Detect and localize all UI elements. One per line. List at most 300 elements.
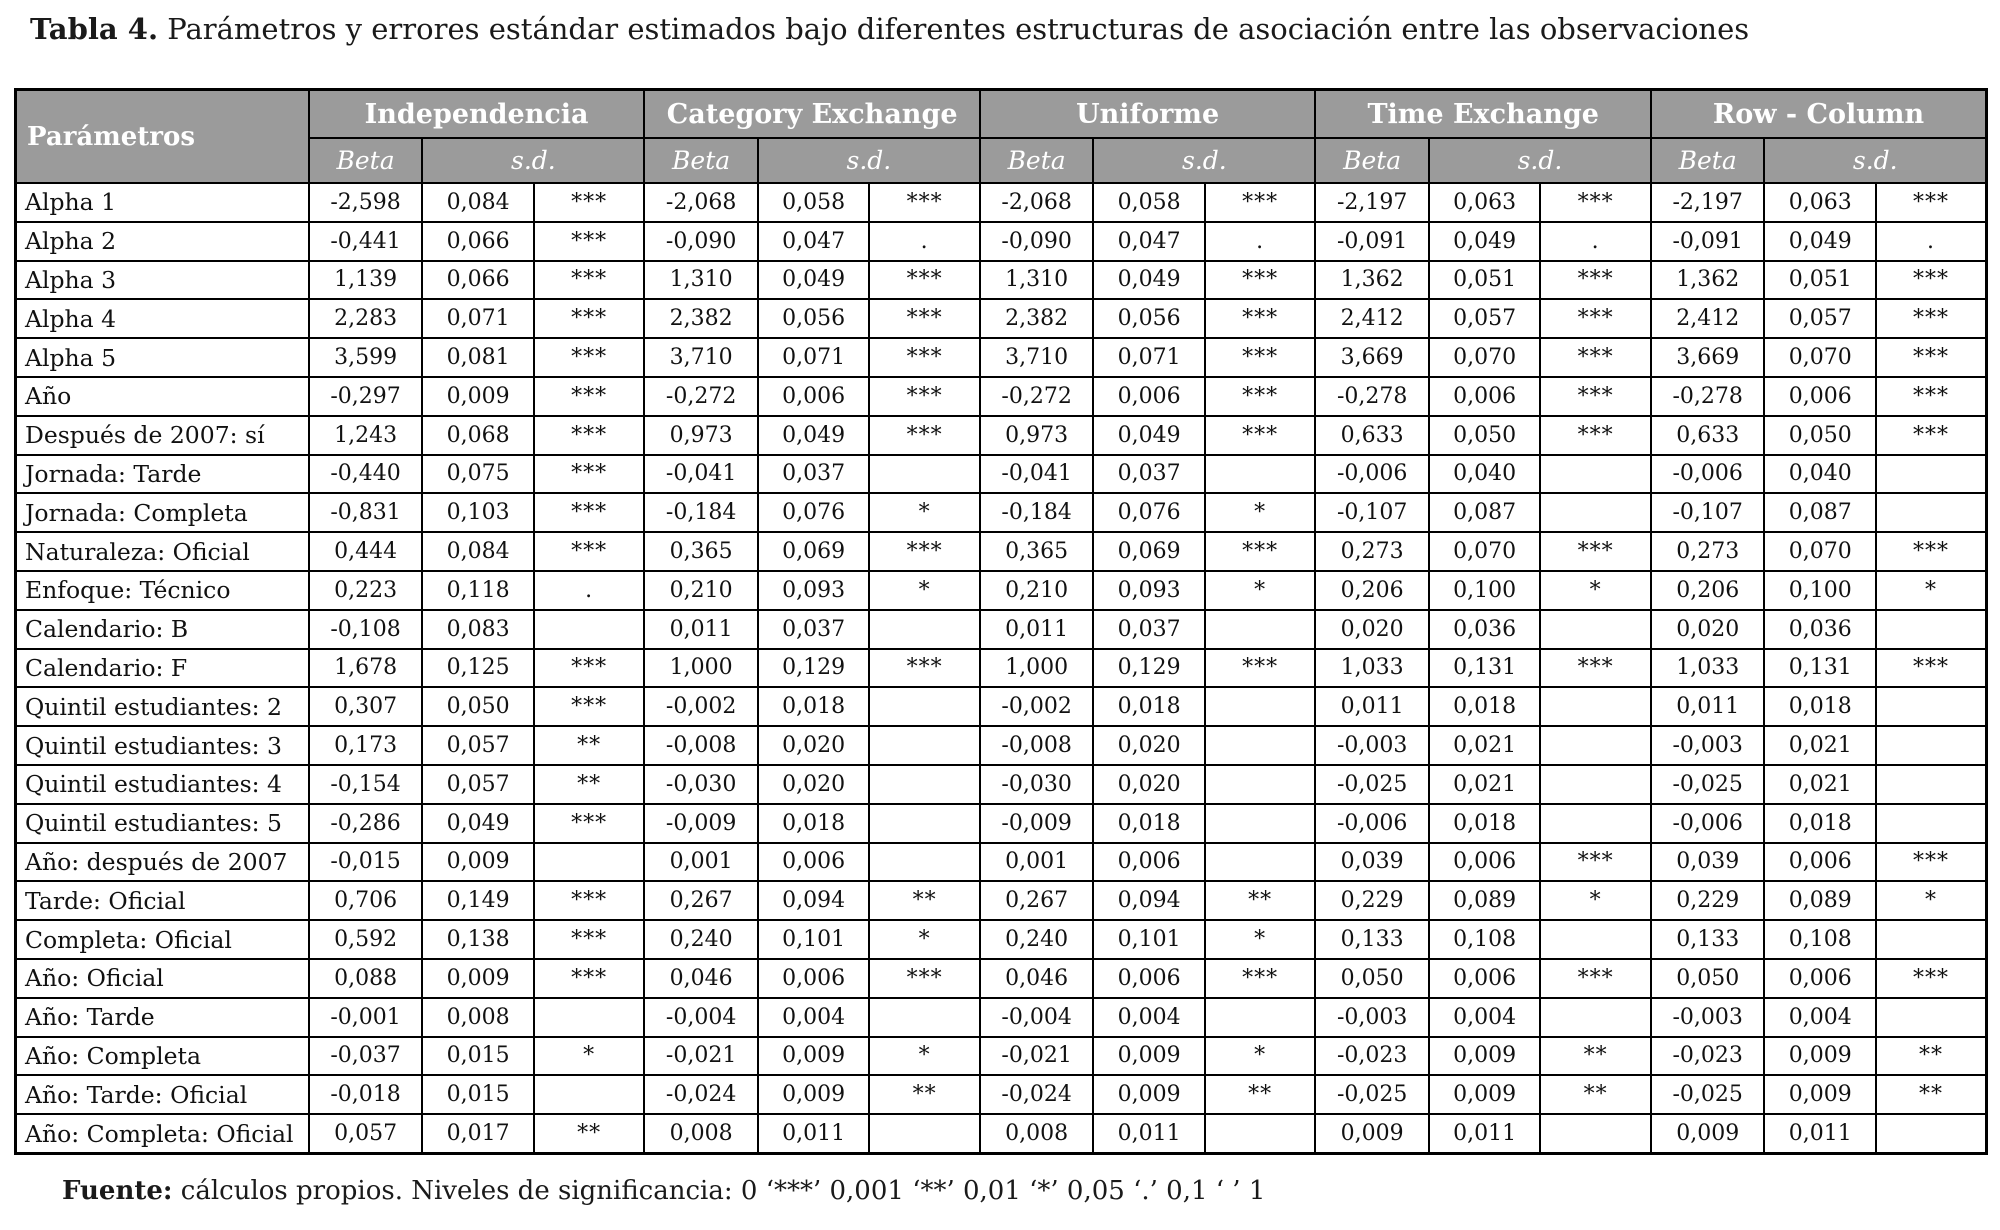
sig-cell: ***	[1540, 183, 1651, 222]
beta-cell: -0,008	[644, 726, 758, 765]
sd-cell: 0,108	[1429, 920, 1541, 959]
beta-cell: 0,039	[1651, 843, 1765, 882]
beta-cell: -0,002	[644, 687, 758, 726]
sd-cell: 0,084	[422, 183, 534, 222]
beta-cell: -0,184	[980, 493, 1094, 532]
sd-cell: 0,050	[1429, 416, 1541, 455]
sd-cell: 0,069	[758, 532, 870, 571]
sig-cell: *	[869, 920, 980, 959]
table-row	[16, 1075, 1987, 1114]
param-cell: Alpha 5	[16, 338, 309, 377]
sig-cell	[1876, 455, 1987, 494]
column-group-row-column: Row - Column	[1651, 90, 1987, 139]
sig-cell: **	[869, 881, 980, 920]
beta-cell: -0,006	[1315, 804, 1429, 843]
column-header-parametros: Parámetros	[16, 90, 309, 184]
sig-cell: .	[869, 222, 980, 261]
beta-cell: 1,243	[309, 416, 423, 455]
sig-cell: ***	[1205, 338, 1316, 377]
param-cell: Año: Completa: Oficial	[16, 1114, 309, 1153]
sig-cell: ***	[1205, 183, 1316, 222]
sig-cell: *	[869, 493, 980, 532]
beta-cell: 0,210	[980, 571, 1094, 610]
sd-cell: 0,009	[1764, 1075, 1876, 1114]
beta-cell: 3,669	[1315, 338, 1429, 377]
beta-cell: 2,412	[1651, 299, 1765, 338]
param-cell: Alpha 1	[16, 183, 309, 222]
sig-cell	[1205, 726, 1316, 765]
beta-cell: 3,710	[980, 338, 1094, 377]
beta-cell: 0,009	[1651, 1114, 1765, 1153]
subheader-sd: s.d.	[758, 138, 980, 183]
sig-cell: ***	[869, 377, 980, 416]
sig-cell: ***	[534, 455, 645, 494]
beta-cell: 0,210	[644, 571, 758, 610]
sig-cell	[1205, 998, 1316, 1037]
beta-cell: 0,020	[1315, 610, 1429, 649]
sd-cell: 0,063	[1764, 183, 1876, 222]
column-group-time-exchange: Time Exchange	[1315, 90, 1651, 139]
beta-cell: -0,108	[309, 610, 423, 649]
sd-cell: 0,017	[422, 1114, 534, 1153]
sd-cell: 0,131	[1764, 649, 1876, 688]
beta-cell: 0,001	[980, 843, 1094, 882]
beta-cell: -0,831	[309, 493, 423, 532]
sd-cell: 0,076	[1093, 493, 1205, 532]
sig-cell: ***	[534, 261, 645, 300]
beta-cell: 0,229	[1651, 881, 1765, 920]
sd-cell: 0,015	[422, 1075, 534, 1114]
sd-cell: 0,006	[1429, 377, 1541, 416]
sig-cell: ***	[1876, 532, 1987, 571]
param-cell: Quintil estudiantes: 4	[16, 765, 309, 804]
table-row	[16, 261, 1987, 300]
sd-cell: 0,006	[1093, 959, 1205, 998]
sig-cell	[1876, 998, 1987, 1037]
sd-cell: 0,006	[1764, 377, 1876, 416]
param-cell: Jornada: Completa	[16, 493, 309, 532]
sd-cell: 0,066	[422, 222, 534, 261]
beta-cell: -0,025	[1651, 1075, 1765, 1114]
beta-cell: 0,444	[309, 532, 423, 571]
beta-cell: -0,003	[1315, 726, 1429, 765]
beta-cell: 0,307	[309, 687, 423, 726]
table-row	[16, 804, 1987, 843]
sig-cell: ***	[1540, 532, 1651, 571]
beta-cell: -0,025	[1315, 765, 1429, 804]
table-row	[16, 1037, 1987, 1076]
beta-cell: -0,107	[1651, 493, 1765, 532]
beta-cell: -0,002	[980, 687, 1094, 726]
sd-cell: 0,093	[758, 571, 870, 610]
sig-cell	[1876, 765, 1987, 804]
sd-cell: 0,087	[1764, 493, 1876, 532]
table-row	[16, 610, 1987, 649]
sig-cell	[1876, 726, 1987, 765]
beta-cell: 2,283	[309, 299, 423, 338]
sig-cell: ***	[534, 532, 645, 571]
beta-cell: -0,009	[980, 804, 1094, 843]
sig-cell: ***	[1876, 649, 1987, 688]
sd-cell: 0,036	[1764, 610, 1876, 649]
parameters-table	[14, 88, 1988, 1155]
param-cell: Completa: Oficial	[16, 920, 309, 959]
beta-cell: -2,598	[309, 183, 423, 222]
sd-cell: 0,125	[422, 649, 534, 688]
sd-cell: 0,018	[758, 687, 870, 726]
beta-cell: 0,206	[1315, 571, 1429, 610]
sd-cell: 0,056	[1093, 299, 1205, 338]
beta-cell: -0,272	[980, 377, 1094, 416]
sd-cell: 0,011	[1764, 1114, 1876, 1153]
page-title	[30, 12, 1749, 46]
sd-cell: 0,006	[1429, 959, 1541, 998]
sd-cell: 0,070	[1429, 338, 1541, 377]
sd-cell: 0,049	[758, 261, 870, 300]
sig-cell	[1540, 804, 1651, 843]
subheader-sd: s.d.	[1764, 138, 1986, 183]
beta-cell: -0,441	[309, 222, 423, 261]
beta-cell: -0,003	[1315, 998, 1429, 1037]
sd-cell: 0,020	[758, 765, 870, 804]
sd-cell: 0,009	[1429, 1037, 1541, 1076]
sig-cell: ***	[1876, 416, 1987, 455]
table-row	[16, 959, 1987, 998]
beta-cell: -0,184	[644, 493, 758, 532]
sig-cell: ***	[1205, 649, 1316, 688]
sd-cell: 0,018	[758, 804, 870, 843]
sd-cell: 0,089	[1764, 881, 1876, 920]
sd-cell: 0,057	[422, 726, 534, 765]
sd-cell: 0,070	[1764, 338, 1876, 377]
sd-cell: 0,006	[1429, 843, 1541, 882]
sig-cell: **	[1876, 1037, 1987, 1076]
param-cell: Después de 2007: sí	[16, 416, 309, 455]
table-number-label: Tabla 4.	[30, 12, 159, 46]
subheader-sd: s.d.	[1093, 138, 1315, 183]
sd-cell: 0,047	[1093, 222, 1205, 261]
beta-cell: 0,046	[980, 959, 1094, 998]
sd-cell: 0,049	[1429, 222, 1541, 261]
beta-cell: 1,362	[1651, 261, 1765, 300]
sig-cell	[1540, 765, 1651, 804]
sig-cell	[1205, 1114, 1316, 1153]
beta-cell: 0,057	[309, 1114, 423, 1153]
beta-cell: 1,139	[309, 261, 423, 300]
sd-cell: 0,021	[1764, 726, 1876, 765]
beta-cell: -2,197	[1315, 183, 1429, 222]
sd-cell: 0,070	[1429, 532, 1541, 571]
beta-cell: -0,004	[644, 998, 758, 1037]
beta-cell: -0,440	[309, 455, 423, 494]
beta-cell: 0,267	[980, 881, 1094, 920]
beta-cell: -0,021	[644, 1037, 758, 1076]
sig-cell	[1540, 610, 1651, 649]
beta-cell: 0,592	[309, 920, 423, 959]
beta-cell: -0,003	[1651, 998, 1765, 1037]
param-cell: Calendario: B	[16, 610, 309, 649]
sd-cell: 0,071	[422, 299, 534, 338]
sig-cell: .	[1205, 222, 1316, 261]
sd-cell: 0,049	[1093, 416, 1205, 455]
sd-cell: 0,049	[758, 416, 870, 455]
beta-cell: -0,023	[1315, 1037, 1429, 1076]
beta-cell: 0,039	[1315, 843, 1429, 882]
sig-cell	[869, 998, 980, 1037]
sig-cell: *	[1540, 571, 1651, 610]
table-row	[16, 222, 1987, 261]
sig-cell: ***	[534, 920, 645, 959]
sd-cell: 0,093	[1093, 571, 1205, 610]
sd-cell: 0,020	[1093, 765, 1205, 804]
beta-cell: -0,021	[980, 1037, 1094, 1076]
sd-cell: 0,036	[1429, 610, 1541, 649]
beta-cell: 0,001	[644, 843, 758, 882]
sd-cell: 0,006	[1764, 959, 1876, 998]
sig-cell: ***	[1205, 261, 1316, 300]
beta-cell: 0,229	[1315, 881, 1429, 920]
sd-cell: 0,049	[1764, 222, 1876, 261]
beta-cell: -0,091	[1315, 222, 1429, 261]
sd-cell: 0,076	[758, 493, 870, 532]
sig-cell	[1205, 765, 1316, 804]
sig-cell: .	[534, 571, 645, 610]
sd-cell: 0,018	[1093, 804, 1205, 843]
sig-cell	[1540, 1114, 1651, 1153]
beta-cell: -0,037	[309, 1037, 423, 1076]
sd-cell: 0,057	[1764, 299, 1876, 338]
sd-cell: 0,118	[422, 571, 534, 610]
beta-cell: 0,046	[644, 959, 758, 998]
beta-cell: 1,362	[1315, 261, 1429, 300]
sd-cell: 0,006	[758, 377, 870, 416]
sd-cell: 0,004	[1764, 998, 1876, 1037]
sd-cell: 0,011	[1429, 1114, 1541, 1153]
subheader-beta: Beta	[980, 138, 1094, 183]
beta-cell: -2,197	[1651, 183, 1765, 222]
beta-cell: 0,273	[1315, 532, 1429, 571]
sig-cell	[1876, 920, 1987, 959]
sig-cell	[869, 687, 980, 726]
column-group-uniforme: Uniforme	[980, 90, 1316, 139]
beta-cell: -0,090	[644, 222, 758, 261]
beta-cell: 0,011	[644, 610, 758, 649]
beta-cell: 0,206	[1651, 571, 1765, 610]
beta-cell: 0,133	[1315, 920, 1429, 959]
table-row	[16, 687, 1987, 726]
sig-cell: ***	[534, 804, 645, 843]
sd-cell: 0,129	[1093, 649, 1205, 688]
subheader-beta: Beta	[1651, 138, 1765, 183]
sd-cell: 0,021	[1764, 765, 1876, 804]
sig-cell	[1205, 610, 1316, 649]
beta-cell: 2,412	[1315, 299, 1429, 338]
sd-cell: 0,066	[422, 261, 534, 300]
sig-cell: .	[1540, 222, 1651, 261]
sig-cell: ***	[534, 687, 645, 726]
sig-cell	[1876, 1114, 1987, 1153]
beta-cell: -0,030	[644, 765, 758, 804]
sig-cell: ***	[1540, 649, 1651, 688]
sig-cell	[869, 455, 980, 494]
sd-cell: 0,069	[1093, 532, 1205, 571]
subheader-sd: s.d.	[422, 138, 644, 183]
table-row	[16, 338, 1987, 377]
sd-cell: 0,020	[1093, 726, 1205, 765]
source-label: Fuente:	[62, 1176, 173, 1206]
param-cell: Quintil estudiantes: 3	[16, 726, 309, 765]
beta-cell: 0,973	[980, 416, 1094, 455]
beta-cell: -0,025	[1315, 1075, 1429, 1114]
param-cell: Año: después de 2007	[16, 843, 309, 882]
sig-cell: ***	[534, 377, 645, 416]
beta-cell: 0,267	[644, 881, 758, 920]
sd-cell: 0,101	[758, 920, 870, 959]
table-row	[16, 377, 1987, 416]
sd-cell: 0,047	[758, 222, 870, 261]
sig-cell	[1205, 687, 1316, 726]
sd-cell: 0,108	[1764, 920, 1876, 959]
sig-cell: ***	[1205, 377, 1316, 416]
sd-cell: 0,009	[758, 1037, 870, 1076]
sd-cell: 0,011	[1093, 1114, 1205, 1153]
beta-cell: -2,068	[980, 183, 1094, 222]
sig-cell	[1876, 610, 1987, 649]
beta-cell: 0,020	[1651, 610, 1765, 649]
sig-cell: ***	[1540, 843, 1651, 882]
beta-cell: -0,006	[1651, 455, 1765, 494]
beta-cell: 0,011	[980, 610, 1094, 649]
sd-cell: 0,009	[422, 377, 534, 416]
table-row	[16, 843, 1987, 882]
sig-cell: **	[1876, 1075, 1987, 1114]
sig-cell	[1205, 843, 1316, 882]
param-cell: Quintil estudiantes: 2	[16, 687, 309, 726]
subheader-beta: Beta	[309, 138, 423, 183]
sd-cell: 0,131	[1429, 649, 1541, 688]
sig-cell: ***	[1876, 299, 1987, 338]
sd-cell: 0,057	[1429, 299, 1541, 338]
beta-cell: 0,633	[1315, 416, 1429, 455]
table-row	[16, 765, 1987, 804]
sd-cell: 0,037	[758, 455, 870, 494]
sig-cell: **	[1540, 1037, 1651, 1076]
sig-cell: ***	[1876, 959, 1987, 998]
beta-cell: 0,223	[309, 571, 423, 610]
sig-cell	[1876, 804, 1987, 843]
sig-cell: ***	[1205, 416, 1316, 455]
sd-cell: 0,094	[758, 881, 870, 920]
sig-cell: .	[1876, 222, 1987, 261]
sig-cell: ***	[1540, 377, 1651, 416]
param-cell: Tarde: Oficial	[16, 881, 309, 920]
sd-cell: 0,068	[422, 416, 534, 455]
sig-cell: **	[869, 1075, 980, 1114]
sig-cell	[534, 1075, 645, 1114]
sd-cell: 0,018	[1093, 687, 1205, 726]
sd-cell: 0,040	[1764, 455, 1876, 494]
beta-cell: -0,286	[309, 804, 423, 843]
beta-cell: 0,008	[644, 1114, 758, 1153]
beta-cell: -0,024	[644, 1075, 758, 1114]
sd-cell: 0,070	[1764, 532, 1876, 571]
beta-cell: 3,599	[309, 338, 423, 377]
sig-cell: ***	[1876, 261, 1987, 300]
sig-cell	[869, 843, 980, 882]
sd-cell: 0,084	[422, 532, 534, 571]
param-cell: Año: Oficial	[16, 959, 309, 998]
table-header	[16, 90, 1987, 184]
table-row	[16, 881, 1987, 920]
sd-cell: 0,051	[1429, 261, 1541, 300]
sd-cell: 0,037	[1093, 455, 1205, 494]
sig-cell: ***	[1540, 261, 1651, 300]
sd-cell: 0,138	[422, 920, 534, 959]
sd-cell: 0,006	[758, 843, 870, 882]
sig-cell	[869, 1114, 980, 1153]
source-text: cálculos propios. Niveles de significancia: 0 ‘***’ 0,001 ‘**’ 0,01 ‘*’ 0,05 ‘.’ 0,1 ‘ ’ 1	[172, 1176, 1266, 1206]
beta-cell: -0,006	[1651, 804, 1765, 843]
beta-cell: -0,025	[1651, 765, 1765, 804]
sig-cell	[1876, 493, 1987, 532]
subheader-beta: Beta	[644, 138, 758, 183]
sd-cell: 0,009	[758, 1075, 870, 1114]
table-row	[16, 726, 1987, 765]
sig-cell: **	[1205, 881, 1316, 920]
sd-cell: 0,021	[1429, 726, 1541, 765]
sd-cell: 0,075	[422, 455, 534, 494]
beta-cell: 0,365	[980, 532, 1094, 571]
param-cell: Naturaleza: Oficial	[16, 532, 309, 571]
sig-cell: ***	[1205, 959, 1316, 998]
sd-cell: 0,050	[422, 687, 534, 726]
beta-cell: 0,088	[309, 959, 423, 998]
sig-cell	[869, 610, 980, 649]
param-cell: Alpha 3	[16, 261, 309, 300]
sig-cell	[534, 843, 645, 882]
beta-cell: -0,004	[980, 998, 1094, 1037]
sig-cell: ***	[1876, 338, 1987, 377]
sig-cell: ***	[534, 881, 645, 920]
beta-cell: 1,033	[1651, 649, 1765, 688]
sd-cell: 0,006	[1764, 843, 1876, 882]
table-row	[16, 532, 1987, 571]
param-cell: Calendario: F	[16, 649, 309, 688]
sd-cell: 0,037	[758, 610, 870, 649]
sig-cell: ***	[534, 338, 645, 377]
table-row	[16, 920, 1987, 959]
sig-cell: ***	[1540, 338, 1651, 377]
param-cell: Alpha 2	[16, 222, 309, 261]
sd-cell: 0,083	[422, 610, 534, 649]
table-body	[16, 183, 1987, 1153]
beta-cell: -0,015	[309, 843, 423, 882]
sig-cell: ***	[869, 261, 980, 300]
beta-cell: 3,669	[1651, 338, 1765, 377]
beta-cell: -0,009	[644, 804, 758, 843]
beta-cell: 1,678	[309, 649, 423, 688]
beta-cell: -0,023	[1651, 1037, 1765, 1076]
beta-cell: 0,133	[1651, 920, 1765, 959]
source-note	[62, 1176, 1265, 1206]
sd-cell: 0,009	[422, 959, 534, 998]
table-row	[16, 998, 1987, 1037]
beta-cell: 1,310	[644, 261, 758, 300]
sd-cell: 0,037	[1093, 610, 1205, 649]
beta-cell: 0,011	[1315, 687, 1429, 726]
beta-cell: 0,706	[309, 881, 423, 920]
table-row	[16, 571, 1987, 610]
